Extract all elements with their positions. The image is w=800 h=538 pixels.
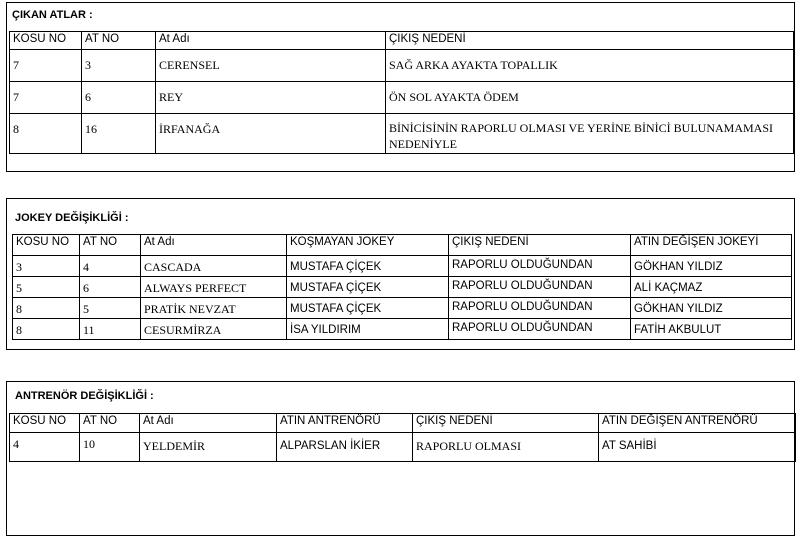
cell-cikis-nedeni: RAPORLU OLDUĞUNDAN bbox=[449, 298, 631, 319]
table-row bbox=[13, 319, 792, 340]
header-at-no: AT NO bbox=[82, 32, 156, 50]
table-header-row bbox=[13, 235, 792, 256]
cell-cikis-nedeni: BİNİCİSİNİN RAPORLU OLMASI VE YERİNE BİNİCİ BULUNAMAMASI NEDENİYLE bbox=[386, 114, 794, 154]
cell-at-adi: PRATİK NEVZAT bbox=[141, 298, 287, 319]
header-at-adi: At Adı bbox=[141, 235, 287, 256]
cell-at-no: 10 bbox=[80, 433, 140, 462]
cell-at-no: 5 bbox=[80, 298, 141, 319]
cell-cikis-nedeni: RAPORLU OLDUĞUNDAN bbox=[449, 319, 631, 340]
header-at-adi: At Adı bbox=[140, 414, 277, 433]
cell-atin-degisen-jokeyi: GÖKHAN YILDIZ bbox=[631, 298, 792, 319]
antrenor-degisikligi-title: ANTRENÖR DEĞİŞİKLİĞİ : bbox=[15, 390, 154, 402]
cell-atin-degisen-jokeyi: GÖKHAN YILDIZ bbox=[631, 256, 792, 277]
cell-atin-degisen-jokeyi: FATİH AKBULUT bbox=[631, 319, 792, 340]
jokey-degisikligi-table bbox=[12, 234, 792, 340]
cell-at-adi: CASCADA bbox=[141, 256, 287, 277]
cell-kosu-no: 8 bbox=[13, 319, 80, 340]
cell-at-no: 3 bbox=[82, 50, 156, 82]
cell-cikis-nedeni: RAPORLU OLDUĞUNDAN bbox=[449, 256, 631, 277]
cell-kosmayan-jokey: MUSTAFA ÇİÇEK bbox=[287, 277, 449, 298]
cell-at-adi: YELDEMİR bbox=[140, 433, 277, 462]
cell-kosu-no: 8 bbox=[13, 298, 80, 319]
cell-atin-antrenoru: ALPARSLAN İKİER bbox=[277, 433, 413, 462]
header-atin-degisen-antrenoru: ATIN DEĞİŞEN ANTRENÖRÜ bbox=[599, 414, 796, 433]
cell-kosu-no: 7 bbox=[10, 82, 82, 114]
cikan-atlar-table bbox=[9, 31, 794, 154]
cell-kosu-no: 8 bbox=[10, 114, 82, 154]
cell-kosu-no: 4 bbox=[10, 433, 80, 462]
table-row bbox=[13, 277, 792, 298]
table-header-row bbox=[10, 32, 794, 50]
table-row bbox=[13, 298, 792, 319]
header-kosu-no: KOSU NO bbox=[10, 414, 80, 433]
header-kosmayan-jokey: KOŞMAYAN JOKEY bbox=[287, 235, 449, 256]
table-row bbox=[13, 256, 792, 277]
header-cikis-nedeni: ÇIKIŞ NEDENİ bbox=[386, 32, 794, 50]
cell-kosu-no: 3 bbox=[13, 256, 80, 277]
cell-kosmayan-jokey: MUSTAFA ÇİÇEK bbox=[287, 256, 449, 277]
cell-at-adi: CESURMİRZA bbox=[141, 319, 287, 340]
cell-at-no: 16 bbox=[82, 114, 156, 154]
cell-at-adi: REY bbox=[156, 82, 386, 114]
cell-at-adi: CERENSEL bbox=[156, 50, 386, 82]
cell-atin-degisen-antrenoru: AT SAHİBİ bbox=[599, 433, 796, 462]
cell-kosmayan-jokey: İSA YILDIRIM bbox=[287, 319, 449, 340]
table-row bbox=[10, 433, 796, 462]
table-row bbox=[10, 82, 794, 114]
cell-kosmayan-jokey: MUSTAFA ÇİÇEK bbox=[287, 298, 449, 319]
cell-at-adi: İRFANAĞA bbox=[156, 114, 386, 154]
header-atin-antrenoru: ATIN ANTRENÖRÜ bbox=[277, 414, 413, 433]
header-atin-degisen-jokeyi: ATIN DEĞİŞEN JOKEYİ bbox=[631, 235, 792, 256]
header-kosu-no: KOSU NO bbox=[10, 32, 82, 50]
antrenor-degisikligi-table bbox=[9, 413, 796, 462]
header-at-no: AT NO bbox=[80, 414, 140, 433]
cell-at-no: 11 bbox=[80, 319, 141, 340]
cell-cikis-nedeni: ÖN SOL AYAKTA ÖDEM bbox=[386, 82, 794, 114]
header-cikis-nedeni: ÇIKIŞ NEDENİ bbox=[449, 235, 631, 256]
cell-at-no: 4 bbox=[80, 256, 141, 277]
table-row bbox=[10, 114, 794, 154]
cikan-atlar-title: ÇIKAN ATLAR : bbox=[12, 9, 93, 21]
cell-at-adi: ALWAYS PERFECT bbox=[141, 277, 287, 298]
header-kosu-no: KOSU NO bbox=[13, 235, 80, 256]
jokey-degisikligi-title: JOKEY DEĞİŞİKLİĞİ : bbox=[15, 212, 129, 224]
cell-cikis-nedeni: SAĞ ARKA AYAKTA TOPALLIK bbox=[386, 50, 794, 82]
header-at-adi: At Adı bbox=[156, 32, 386, 50]
cell-cikis-nedeni: RAPORLU OLMASI bbox=[413, 433, 599, 462]
cell-cikis-nedeni: RAPORLU OLDUĞUNDAN bbox=[449, 277, 631, 298]
cell-kosu-no: 7 bbox=[10, 50, 82, 82]
cell-at-no: 6 bbox=[82, 82, 156, 114]
table-row bbox=[10, 50, 794, 82]
cell-atin-degisen-jokeyi: ALİ KAÇMAZ bbox=[631, 277, 792, 298]
header-cikis-nedeni: ÇIKIŞ NEDENİ bbox=[413, 414, 599, 433]
cell-kosu-no: 5 bbox=[13, 277, 80, 298]
header-at-no: AT NO bbox=[80, 235, 141, 256]
cell-at-no: 6 bbox=[80, 277, 141, 298]
table-header-row bbox=[10, 414, 796, 433]
